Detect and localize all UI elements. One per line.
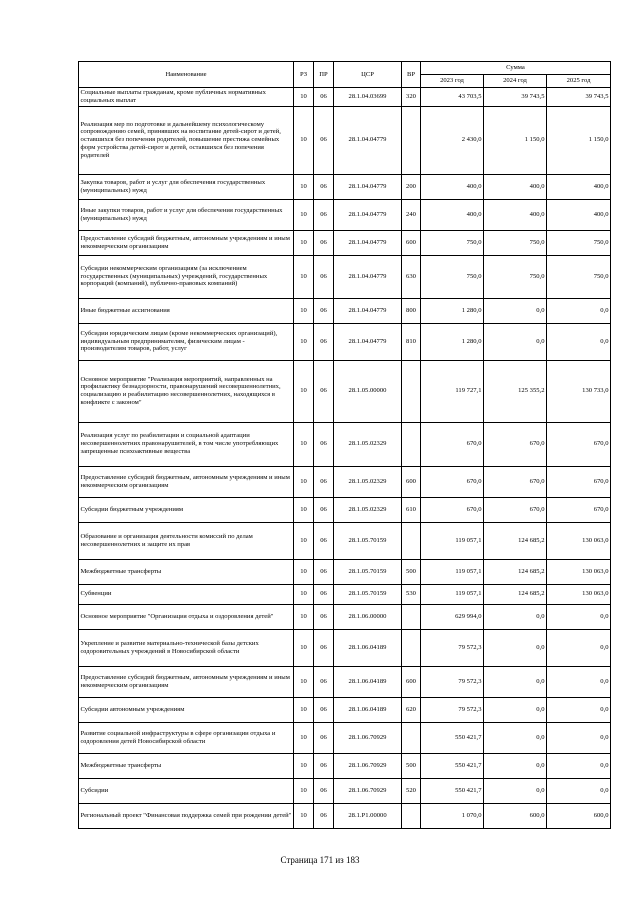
row-sum-2023: 550 421,7 bbox=[421, 722, 484, 753]
row-sum-2024: 0,0 bbox=[484, 666, 547, 697]
row-rz: 10 bbox=[294, 466, 314, 497]
row-rz: 10 bbox=[294, 106, 314, 174]
row-pr: 06 bbox=[314, 466, 334, 497]
table-row bbox=[79, 778, 611, 803]
row-rz: 10 bbox=[294, 298, 314, 323]
row-sum-2025: 0,0 bbox=[547, 629, 611, 666]
row-name: Межбюджетные трансферты bbox=[79, 559, 294, 584]
row-sum-2024: 400,0 bbox=[484, 199, 547, 230]
row-csr: 28.1.05.02329 bbox=[334, 497, 402, 522]
table-row bbox=[79, 230, 611, 255]
row-vr: 240 bbox=[402, 199, 421, 230]
document-page bbox=[78, 61, 610, 829]
row-sum-2024: 0,0 bbox=[484, 604, 547, 629]
row-csr: 28.1.04.03699 bbox=[334, 88, 402, 107]
row-pr: 06 bbox=[314, 522, 334, 559]
row-pr: 06 bbox=[314, 497, 334, 522]
header-sum: Сумма bbox=[421, 62, 611, 75]
table-row bbox=[79, 559, 611, 584]
row-pr: 06 bbox=[314, 360, 334, 422]
table-row bbox=[79, 584, 611, 604]
page-number: Страница 171 из 183 bbox=[280, 855, 360, 865]
row-sum-2025: 130 063,0 bbox=[547, 559, 611, 584]
table-row bbox=[79, 298, 611, 323]
row-rz: 10 bbox=[294, 323, 314, 360]
row-vr: 600 bbox=[402, 666, 421, 697]
row-pr: 06 bbox=[314, 230, 334, 255]
table-row bbox=[79, 666, 611, 697]
table-row bbox=[79, 803, 611, 828]
row-name: Иные закупки товаров, работ и услуг для обеспечения государственных (муниципальных) нужд bbox=[79, 199, 294, 230]
budget-table bbox=[78, 61, 611, 829]
row-sum-2025: 0,0 bbox=[547, 753, 611, 778]
row-name: Предоставление субсидий бюджетным, автономным учреждениям и иным некоммерческим организациям bbox=[79, 666, 294, 697]
row-csr: 28.1.06.04189 bbox=[334, 666, 402, 697]
row-name: Субсидии некоммерческим организациям (за исключением государственных (муниципальных) учреждений, государственных корпораций (компаний), публично-правовых компаний) bbox=[79, 255, 294, 298]
row-rz: 10 bbox=[294, 722, 314, 753]
row-vr: 520 bbox=[402, 778, 421, 803]
row-vr: 320 bbox=[402, 88, 421, 107]
row-vr bbox=[402, 522, 421, 559]
row-rz: 10 bbox=[294, 559, 314, 584]
table-body bbox=[79, 88, 611, 829]
row-vr: 530 bbox=[402, 584, 421, 604]
row-name: Реализация услуг по реабилитации и социальной адаптации несовершеннолетних правонарушителей, в том числе употребляющих запрещенные психоактивные вещества bbox=[79, 422, 294, 466]
row-sum-2023: 79 572,3 bbox=[421, 697, 484, 722]
row-sum-2024: 600,0 bbox=[484, 803, 547, 828]
row-pr: 06 bbox=[314, 298, 334, 323]
row-pr: 06 bbox=[314, 255, 334, 298]
row-csr: 28.1.04.04779 bbox=[334, 174, 402, 199]
row-vr: 200 bbox=[402, 174, 421, 199]
row-rz: 10 bbox=[294, 666, 314, 697]
row-vr: 610 bbox=[402, 497, 421, 522]
row-pr: 06 bbox=[314, 106, 334, 174]
row-pr: 06 bbox=[314, 753, 334, 778]
row-vr: 500 bbox=[402, 559, 421, 584]
row-pr: 06 bbox=[314, 629, 334, 666]
row-sum-2024: 670,0 bbox=[484, 466, 547, 497]
header-vr: ВР bbox=[402, 62, 421, 88]
row-sum-2024: 0,0 bbox=[484, 323, 547, 360]
row-sum-2024: 0,0 bbox=[484, 629, 547, 666]
row-sum-2024: 400,0 bbox=[484, 174, 547, 199]
header-year-2024: 2024 год bbox=[484, 75, 547, 88]
row-sum-2023: 79 572,3 bbox=[421, 666, 484, 697]
row-pr: 06 bbox=[314, 584, 334, 604]
row-sum-2023: 119 057,1 bbox=[421, 584, 484, 604]
row-pr: 06 bbox=[314, 697, 334, 722]
row-sum-2023: 1 070,0 bbox=[421, 803, 484, 828]
row-name: Основное мероприятие "Организация отдыха и оздоровления детей" bbox=[79, 604, 294, 629]
row-name: Региональный проект "Финансовая поддержка семей при рождении детей" bbox=[79, 803, 294, 828]
row-rz: 10 bbox=[294, 604, 314, 629]
row-vr: 800 bbox=[402, 298, 421, 323]
row-pr: 06 bbox=[314, 88, 334, 107]
row-sum-2023: 119 727,1 bbox=[421, 360, 484, 422]
row-sum-2025: 1 150,0 bbox=[547, 106, 611, 174]
row-rz: 10 bbox=[294, 522, 314, 559]
row-name: Образование и организация деятельности комиссий по делам несовершеннолетних и защите их прав bbox=[79, 522, 294, 559]
table-row bbox=[79, 497, 611, 522]
row-rz: 10 bbox=[294, 753, 314, 778]
row-sum-2023: 670,0 bbox=[421, 466, 484, 497]
row-name: Реализация мер по подготовке и дальнейшему психологическому сопровождению семей, принявших на воспитание детей-сирот и детей, оставшихся без попечения родителей, повышение престижа семейных форм устройства детей-сирот и детей, оставшихся без попечения родителей bbox=[79, 106, 294, 174]
row-sum-2023: 670,0 bbox=[421, 422, 484, 466]
table-header bbox=[79, 62, 611, 88]
table-row bbox=[79, 722, 611, 753]
row-csr: 28.1.04.04779 bbox=[334, 323, 402, 360]
header-rz: РЗ bbox=[294, 62, 314, 88]
row-vr: 500 bbox=[402, 753, 421, 778]
row-sum-2024: 124 685,2 bbox=[484, 522, 547, 559]
row-sum-2025: 670,0 bbox=[547, 422, 611, 466]
row-sum-2023: 550 421,7 bbox=[421, 778, 484, 803]
row-rz: 10 bbox=[294, 497, 314, 522]
row-vr: 600 bbox=[402, 230, 421, 255]
row-sum-2023: 629 994,0 bbox=[421, 604, 484, 629]
row-csr: 28.1.05.02329 bbox=[334, 422, 402, 466]
row-csr: 28.1.05.00000 bbox=[334, 360, 402, 422]
row-sum-2025: 0,0 bbox=[547, 298, 611, 323]
row-sum-2025: 0,0 bbox=[547, 778, 611, 803]
row-sum-2025: 750,0 bbox=[547, 255, 611, 298]
row-sum-2024: 39 743,5 bbox=[484, 88, 547, 107]
row-rz: 10 bbox=[294, 803, 314, 828]
row-vr: 620 bbox=[402, 697, 421, 722]
row-name: Субсидии бюджетным учреждениям bbox=[79, 497, 294, 522]
row-csr: 28.1.05.70159 bbox=[334, 559, 402, 584]
row-sum-2025: 400,0 bbox=[547, 199, 611, 230]
row-sum-2025: 130 063,0 bbox=[547, 584, 611, 604]
row-sum-2024: 0,0 bbox=[484, 778, 547, 803]
row-sum-2024: 0,0 bbox=[484, 298, 547, 323]
table-row bbox=[79, 106, 611, 174]
row-vr bbox=[402, 422, 421, 466]
table-row bbox=[79, 697, 611, 722]
row-name: Развитие социальной инфраструктуры в сфере организации отдыха и оздоровления детей Новосибирской области bbox=[79, 722, 294, 753]
row-sum-2023: 119 057,1 bbox=[421, 522, 484, 559]
row-sum-2025: 400,0 bbox=[547, 174, 611, 199]
row-sum-2023: 400,0 bbox=[421, 174, 484, 199]
row-vr: 810 bbox=[402, 323, 421, 360]
table-row bbox=[79, 199, 611, 230]
row-csr: 28.1.06.00000 bbox=[334, 604, 402, 629]
row-pr: 06 bbox=[314, 199, 334, 230]
table-row bbox=[79, 323, 611, 360]
row-vr: 600 bbox=[402, 466, 421, 497]
row-csr: 28.1.06.04189 bbox=[334, 697, 402, 722]
row-vr bbox=[402, 629, 421, 666]
row-sum-2023: 670,0 bbox=[421, 497, 484, 522]
row-sum-2024: 670,0 bbox=[484, 422, 547, 466]
row-csr: 28.1.P1.00000 bbox=[334, 803, 402, 828]
row-sum-2023: 400,0 bbox=[421, 199, 484, 230]
table-row bbox=[79, 88, 611, 107]
row-name: Субвенции bbox=[79, 584, 294, 604]
row-sum-2025: 0,0 bbox=[547, 323, 611, 360]
row-rz: 10 bbox=[294, 88, 314, 107]
row-sum-2023: 2 430,0 bbox=[421, 106, 484, 174]
row-rz: 10 bbox=[294, 584, 314, 604]
row-rz: 10 bbox=[294, 629, 314, 666]
row-sum-2025: 39 743,5 bbox=[547, 88, 611, 107]
row-sum-2023: 79 572,3 bbox=[421, 629, 484, 666]
header-name: Наименование bbox=[79, 62, 294, 88]
row-name: Субсидии юридическим лицам (кроме некоммерческих организаций), индивидуальным предпринимателям, физическим лицам - производителям товаров, работ, услуг bbox=[79, 323, 294, 360]
row-name: Субсидии автономным учреждениям bbox=[79, 697, 294, 722]
header-csr: ЦСР bbox=[334, 62, 402, 88]
row-rz: 10 bbox=[294, 697, 314, 722]
row-pr: 06 bbox=[314, 323, 334, 360]
row-sum-2024: 125 355,2 bbox=[484, 360, 547, 422]
row-sum-2024: 1 150,0 bbox=[484, 106, 547, 174]
row-sum-2024: 124 685,2 bbox=[484, 584, 547, 604]
row-sum-2023: 750,0 bbox=[421, 255, 484, 298]
row-vr bbox=[402, 106, 421, 174]
row-sum-2023: 550 421,7 bbox=[421, 753, 484, 778]
table-row bbox=[79, 174, 611, 199]
row-name: Закупка товаров, работ и услуг для обеспечения государственных (муниципальных) нужд bbox=[79, 174, 294, 199]
row-sum-2024: 124 685,2 bbox=[484, 559, 547, 584]
row-csr: 28.1.05.70159 bbox=[334, 522, 402, 559]
row-vr bbox=[402, 722, 421, 753]
row-name: Укрепление и развитие материально-технической базы детских оздоровительных учреждений в Новосибирской области bbox=[79, 629, 294, 666]
row-sum-2025: 670,0 bbox=[547, 466, 611, 497]
row-name: Межбюджетные трансферты bbox=[79, 753, 294, 778]
row-csr: 28.1.06.70929 bbox=[334, 778, 402, 803]
table-row bbox=[79, 255, 611, 298]
row-pr: 06 bbox=[314, 604, 334, 629]
row-rz: 10 bbox=[294, 199, 314, 230]
row-rz: 10 bbox=[294, 230, 314, 255]
row-pr: 06 bbox=[314, 803, 334, 828]
row-rz: 10 bbox=[294, 255, 314, 298]
row-name: Субсидии bbox=[79, 778, 294, 803]
row-csr: 28.1.04.04779 bbox=[334, 255, 402, 298]
row-sum-2023: 750,0 bbox=[421, 230, 484, 255]
table-row bbox=[79, 604, 611, 629]
row-sum-2025: 600,0 bbox=[547, 803, 611, 828]
row-sum-2024: 0,0 bbox=[484, 722, 547, 753]
row-sum-2023: 119 057,1 bbox=[421, 559, 484, 584]
row-sum-2025: 0,0 bbox=[547, 722, 611, 753]
row-sum-2023: 1 280,0 bbox=[421, 298, 484, 323]
row-name: Предоставление субсидий бюджетным, автономным учреждениям и иным некоммерческим организациям bbox=[79, 466, 294, 497]
table-row bbox=[79, 466, 611, 497]
row-csr: 28.1.06.04189 bbox=[334, 629, 402, 666]
table-row bbox=[79, 360, 611, 422]
row-name: Иные бюджетные ассигнования bbox=[79, 298, 294, 323]
row-csr: 28.1.05.02329 bbox=[334, 466, 402, 497]
row-sum-2025: 670,0 bbox=[547, 497, 611, 522]
row-rz: 10 bbox=[294, 778, 314, 803]
row-pr: 06 bbox=[314, 666, 334, 697]
row-csr: 28.1.06.70929 bbox=[334, 722, 402, 753]
row-vr: 630 bbox=[402, 255, 421, 298]
row-sum-2024: 0,0 bbox=[484, 753, 547, 778]
row-sum-2024: 750,0 bbox=[484, 230, 547, 255]
table-row bbox=[79, 422, 611, 466]
table-row bbox=[79, 629, 611, 666]
row-csr: 28.1.04.04779 bbox=[334, 199, 402, 230]
row-csr: 28.1.05.70159 bbox=[334, 584, 402, 604]
row-sum-2025: 130 733,0 bbox=[547, 360, 611, 422]
row-rz: 10 bbox=[294, 422, 314, 466]
row-sum-2023: 43 703,5 bbox=[421, 88, 484, 107]
row-sum-2025: 0,0 bbox=[547, 666, 611, 697]
row-sum-2025: 130 063,0 bbox=[547, 522, 611, 559]
table-row bbox=[79, 753, 611, 778]
row-vr bbox=[402, 604, 421, 629]
row-vr bbox=[402, 360, 421, 422]
row-sum-2025: 0,0 bbox=[547, 697, 611, 722]
row-pr: 06 bbox=[314, 722, 334, 753]
header-pr: ПР bbox=[314, 62, 334, 88]
row-pr: 06 bbox=[314, 559, 334, 584]
row-name: Основное мероприятие "Реализация мероприятий, направленных на профилактику безнадзорности, правонарушений несовершеннолетних, социализацию и реабилитацию несовершеннолетних, находящихся в конфликте с законом" bbox=[79, 360, 294, 422]
row-rz: 10 bbox=[294, 174, 314, 199]
header-year-2023: 2023 год bbox=[421, 75, 484, 88]
table-row bbox=[79, 522, 611, 559]
row-sum-2023: 1 280,0 bbox=[421, 323, 484, 360]
row-csr: 28.1.04.04779 bbox=[334, 230, 402, 255]
row-rz: 10 bbox=[294, 360, 314, 422]
row-sum-2024: 750,0 bbox=[484, 255, 547, 298]
row-sum-2025: 750,0 bbox=[547, 230, 611, 255]
row-pr: 06 bbox=[314, 174, 334, 199]
row-vr bbox=[402, 803, 421, 828]
row-csr: 28.1.06.70929 bbox=[334, 753, 402, 778]
row-csr: 28.1.04.04779 bbox=[334, 298, 402, 323]
row-sum-2024: 0,0 bbox=[484, 697, 547, 722]
row-pr: 06 bbox=[314, 422, 334, 466]
row-name: Предоставление субсидий бюджетным, автономным учреждениям и иным некоммерческим организациям bbox=[79, 230, 294, 255]
row-name: Социальные выплаты гражданам, кроме публичных нормативных социальных выплат bbox=[79, 88, 294, 107]
header-year-2025: 2025 год bbox=[547, 75, 611, 88]
row-sum-2024: 670,0 bbox=[484, 497, 547, 522]
row-csr: 28.1.04.04779 bbox=[334, 106, 402, 174]
row-sum-2025: 0,0 bbox=[547, 604, 611, 629]
row-pr: 06 bbox=[314, 778, 334, 803]
